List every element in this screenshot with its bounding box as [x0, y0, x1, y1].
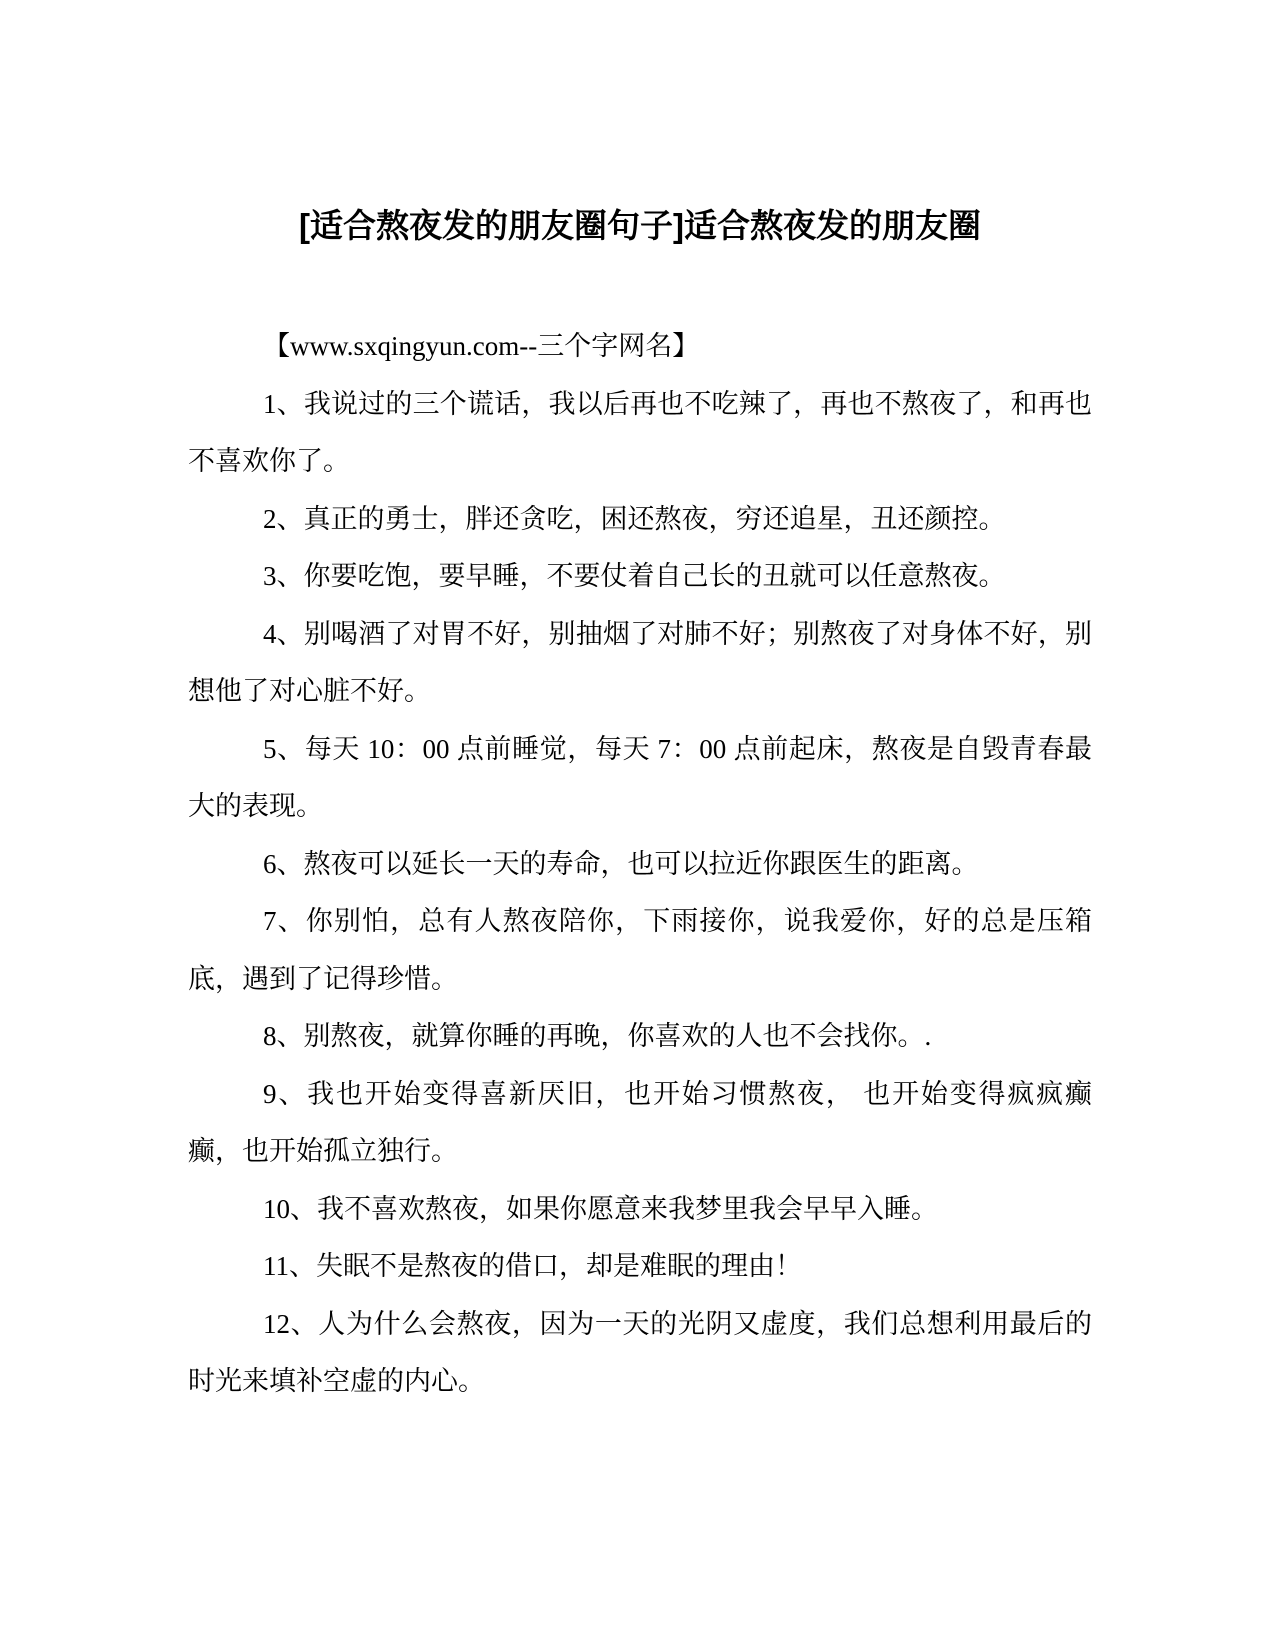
sentence-item: 11、失眠不是熬夜的借口，却是难眠的理由！ — [263, 1251, 802, 1281]
sentence-item: 12、人为什么会熬夜，因为一天的光阴又虚度，我们总想利用最后的时光来填补空虚的内心。 — [188, 1308, 1092, 1396]
sentence-item: 9、我也开始变得喜新厌旧，也开始习惯熬夜， 也开始变得疯疯癫癫，也开始孤立独行。 — [188, 1078, 1092, 1166]
document-body — [188, 318, 1092, 1411]
sentence-item: 5、每天 10：00 点前睡觉，每天 7：00 点前起床，熬夜是自毁青春最大的表现。 — [188, 733, 1092, 821]
sentence-item: 3、你要吃饱，要早睡，不要仗着自己长的丑就可以任意熬夜。 — [263, 561, 1006, 591]
sentence-item: 1、我说过的三个谎话，我以后再也不吃辣了，再也不熬夜了，和再也不喜欢你了。 — [188, 388, 1092, 476]
sentence-item: 8、别熬夜，就算你睡的再晚，你喜欢的人也不会找你。. — [263, 1021, 932, 1051]
sentence-item: 7、你别怕，总有人熬夜陪你，下雨接你，说我爱你，好的总是压箱底，遇到了记得珍惜。 — [188, 906, 1092, 994]
sentence-item: 10、我不喜欢熬夜，如果你愿意来我梦里我会早早入睡。 — [263, 1193, 938, 1224]
sentence-item: 6、熬夜可以延长一天的寿命，也可以拉近你跟医生的距离。 — [263, 848, 979, 879]
source-attribution-line: 【www.sxqingyun.com--三个字网名】 — [263, 331, 700, 361]
sentence-item: 4、别喝酒了对胃不好，别抽烟了对肺不好；别熬夜了对身体不好，别想他了对心脏不好。 — [188, 618, 1092, 706]
sentence-item: 2、真正的勇士，胖还贪吃，困还熬夜，穷还追星，丑还颜控。 — [263, 503, 1006, 534]
page-title: [适合熬夜发的朋友圈句子]适合熬夜发的朋友圈 — [299, 207, 981, 244]
